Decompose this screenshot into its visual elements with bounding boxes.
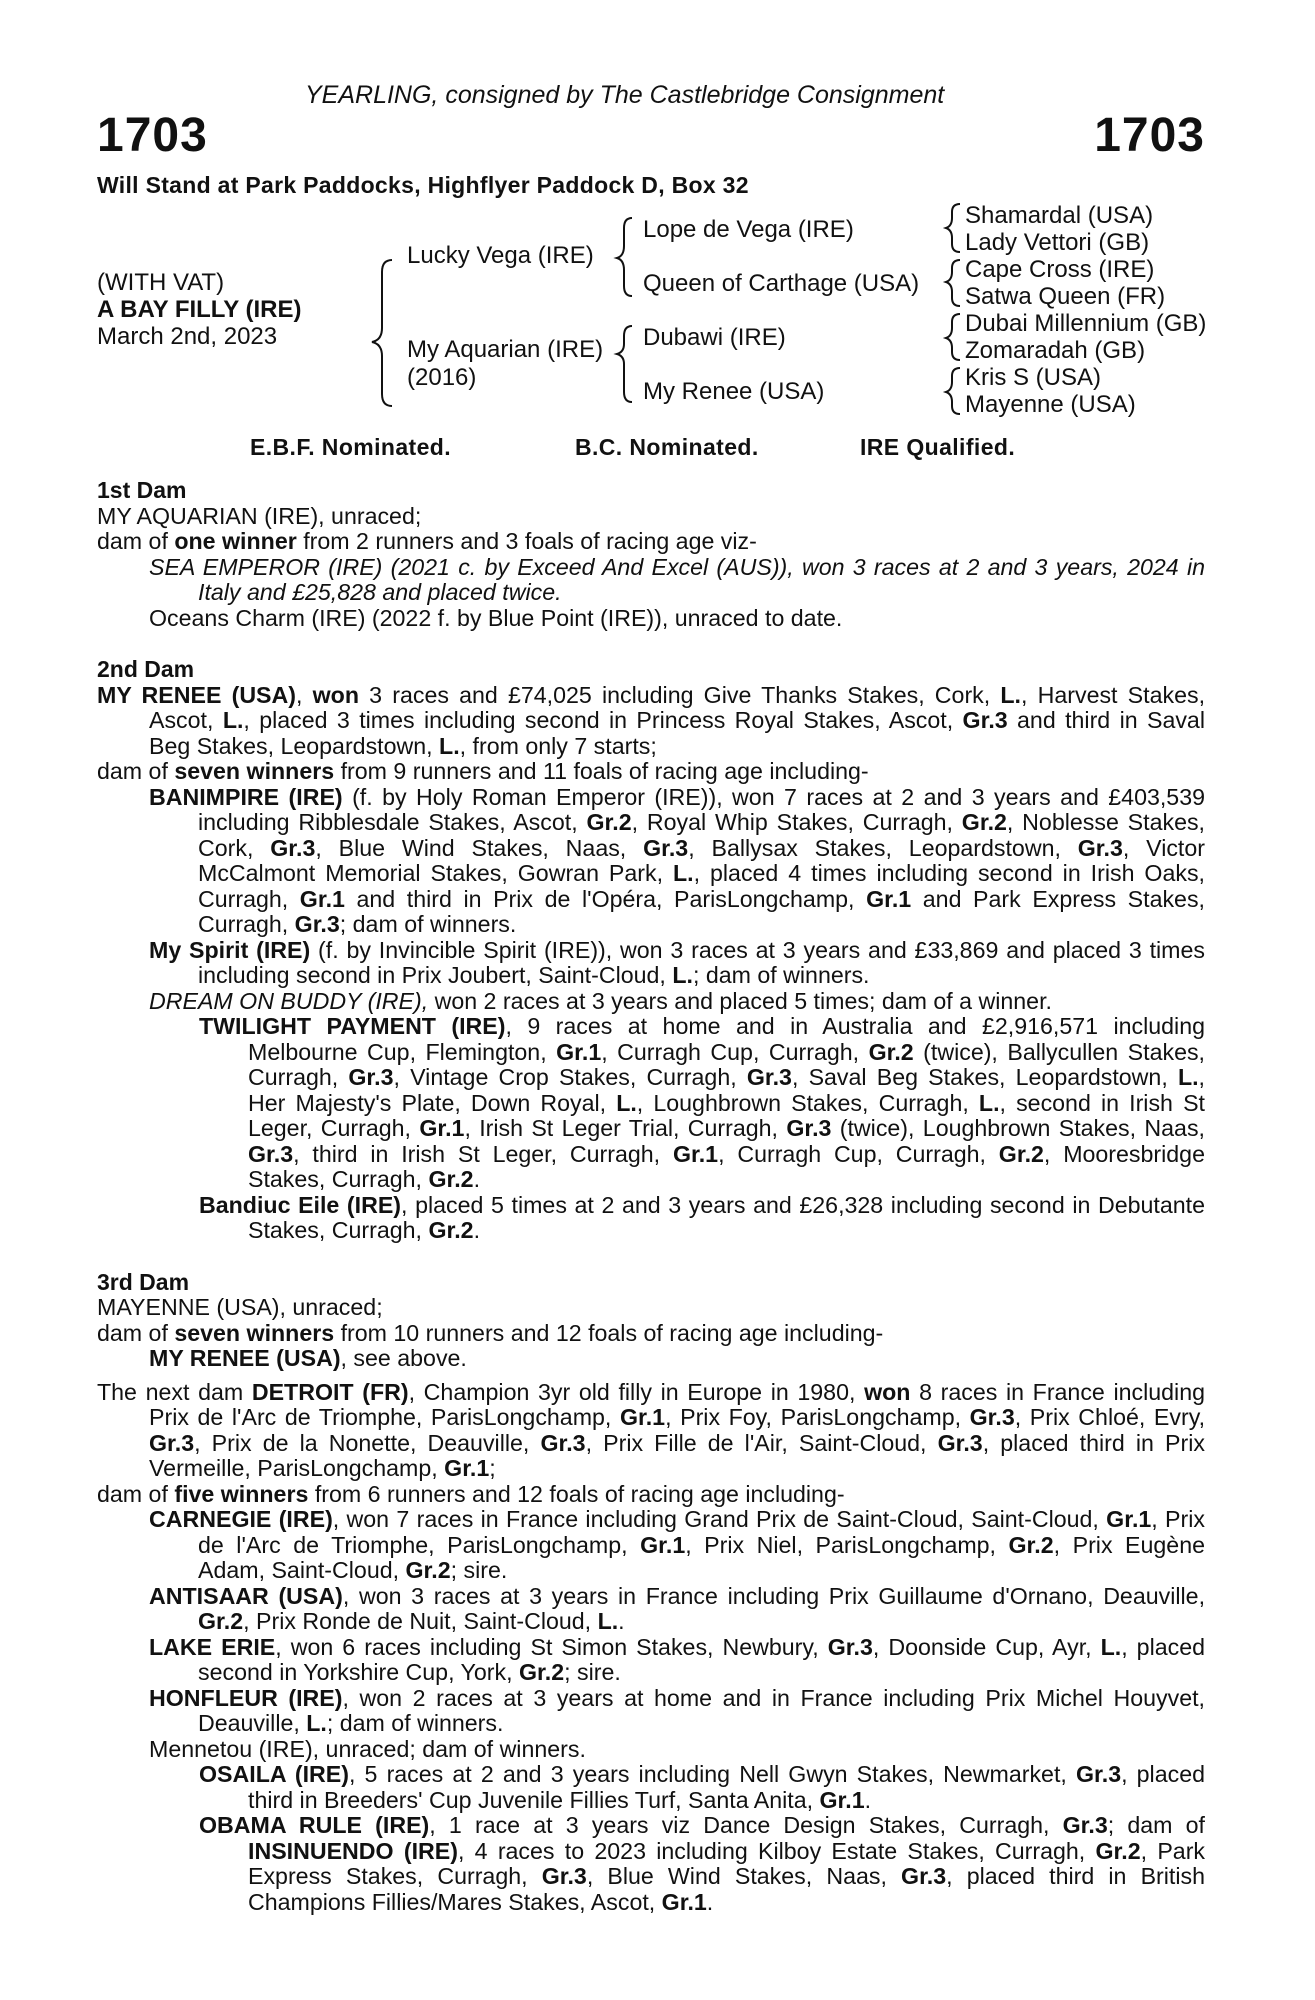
lot-number-right: 1703: [1094, 109, 1205, 162]
produce-bandiuc-eile: Bandiuc Eile (IRE), placed 5 times at 2 and 3 years and £26,328 including second in Debutante Stakes, Curragh, Gr.2.: [199, 1191, 1205, 1243]
next-dam-record: The next dam DETROIT (FR), Champion 3yr old filly in Europe in 1980, won 8 races in France including Prix de l'Arc de Triomphe, ParisLongchamp, Gr.1, Prix Foy, ParisLongchamp, Gr.3, Prix Chloé, Evry, Gr.3, Prix de la Nonette, Deauville, Gr.3, Prix Fille de l'Air, Saint-Cloud, Gr.3, placed third in Prix Vermeille, ParisLongchamp, Gr.1;: [97, 1378, 1206, 1481]
ggp-4: Satwa Queen (FR): [965, 283, 1166, 310]
second-dam-record: MY RENEE (USA), won 3 races and £74,025 including Give Thanks Stakes, Cork, L., Harvest Stakes, Ascot, L., placed 3 times including second in Princess Royal Stakes, Ascot, Gr.3 and third in Saval Beg Stakes, Leopardstown, L., from only 7 starts;: [97, 681, 1206, 759]
second-dam-heading: 2nd Dam: [97, 656, 195, 682]
bc-nomination: B.C. Nominated.: [575, 434, 759, 460]
consignment-line: YEARLING, consigned by The Castlebridge Consignment: [305, 81, 945, 109]
produce-carnegie: CARNEGIE (IRE), won 7 races in France including Grand Prix de Saint-Cloud, Saint-Cloud, Gr.1, Prix de l'Arc de Triomphe, ParisLongchamp, Gr.1, Prix Niel, ParisLongchamp, Gr.2, Prix Eugène Adam, Saint-Cloud, Gr.2; sire.: [149, 1506, 1205, 1583]
first-dam-line: MY AQUARIAN (IRE), unraced;: [97, 502, 422, 529]
produce-obama-rule: OBAMA RULE (IRE), 1 race at 3 years viz Dance Design Stakes, Curragh, Gr.3; dam of INSINUENDO (IRE), 4 races to 2023 including Kilboy Estate Stakes, Curragh, Gr.2, Park Express Stakes, Curragh, Gr.3, Blue Wind Stakes, Naas, Gr.3, placed third in British Champions Fillies/Mares Stakes, Ascot, Gr.1.: [199, 1812, 1206, 1915]
dam-year: (2016): [407, 364, 477, 391]
vat-note: (WITH VAT): [97, 269, 225, 296]
first-dam-produce-summary: dam of one winner from 2 runners and 3 foals of racing age viz-: [97, 528, 757, 554]
horse-name: A BAY FILLY (IRE): [97, 296, 302, 323]
produce-banimpire: BANIMPIRE (IRE) (f. by Holy Roman Emperor (IRE)), won 7 races at 2 and 3 years and £403,539 including Ribblesdale Stakes, Ascot, Gr.2, Royal Whip Stakes, Curragh, Gr.2, Noblesse Stakes, Cork, Gr.3, Blue Wind Stakes, Naas, Gr.3, Ballysax Stakes, Leopardstown, Gr.3, Victor McCalmont Memorial Stakes, Gowran Park, L., placed 4 times including second in Irish Oaks, Curragh, Gr.1 and third in Prix de l'Opéra, ParisLongchamp, Gr.1 and Park Express Stakes, Curragh, Gr.3; dam of winners.: [149, 783, 1206, 937]
ire-qualified: IRE Qualified.: [860, 434, 1016, 460]
next-dam-produce-summary: dam of five winners from 6 runners and 12 foals of racing age including-: [97, 1480, 845, 1507]
ggp-7: Kris S (USA): [965, 364, 1102, 391]
dam-name: My Aquarian (IRE): [407, 336, 604, 363]
ggp-6: Zomaradah (GB): [965, 337, 1146, 364]
produce-my-spirit: My Spirit (IRE) (f. by Invincible Spirit (IRE)), won 3 races at 3 years and £33,869 and placed 3 times including second in Prix Joubert, Saint-Cloud, L.; dam of winners.: [149, 936, 1205, 988]
ggp-8: Mayenne (USA): [965, 391, 1136, 418]
produce-oceans-charm: Oceans Charm (IRE) (2022 f. by Blue Point (IRE)), unraced to date.: [149, 604, 843, 631]
third-dam-line: MAYENNE (USA), unraced;: [97, 1294, 383, 1320]
sire-sire: Lope de Vega (IRE): [643, 216, 854, 243]
second-dam-produce-summary: dam of seven winners from 9 runners and 11 foals of racing age including-: [97, 758, 869, 784]
third-dam-heading: 3rd Dam: [97, 1268, 190, 1295]
dam-dam: My Renee (USA): [643, 378, 825, 405]
ggp-3: Cape Cross (IRE): [965, 256, 1155, 283]
third-dam-produce-summary: dam of seven winners from 10 runners and 12 foals of racing age including-: [97, 1319, 884, 1346]
ggp-5: Dubai Millennium (GB): [965, 310, 1207, 337]
produce-antisaar: ANTISAAR (USA), won 3 races at 3 years in France including Prix Guillaume d'Ornano, Deauville, Gr.2, Prix Ronde de Nuit, Saint-Cloud, L..: [149, 1582, 1206, 1634]
produce-osaila: OSAILA (IRE), 5 races at 2 and 3 years including Nell Gwyn Stakes, Newmarket, Gr.3, placed third in Breeders' Cup Juvenile Fillies Turf, Santa Anita, Gr.1.: [199, 1761, 1205, 1813]
ggp-2: Lady Vettori (GB): [965, 229, 1150, 256]
sire-dam: Queen of Carthage (USA): [643, 270, 920, 297]
sire-name: Lucky Vega (IRE): [407, 242, 594, 269]
first-dam-heading: 1st Dam: [97, 477, 187, 503]
produce-mennetou: Mennetou (IRE), unraced; dam of winners.: [149, 1735, 586, 1762]
lot-number-left: 1703: [97, 109, 208, 162]
produce-twilight-payment: TWILIGHT PAYMENT (IRE), 9 races at home and in Australia and £2,916,571 including Melbourne Cup, Flemington, Gr.1, Curragh Cup, Curragh, Gr.2 (twice), Ballycullen Stakes, Curragh, Gr.3, Vintage Crop Stakes, Curragh, Gr.3, Saval Beg Stakes, Leopardstown, L., Her Majesty's Plate, Down Royal, L., Loughbrown Stakes, Curragh, L., second in Irish St Leger, Curragh, Gr.1, Irish St Leger Trial, Curragh, Gr.3 (twice), Loughbrown Stakes, Naas, Gr.3, third in Irish St Leger, Curragh, Gr.1, Curragh Cup, Curragh, Gr.2, Mooresbridge Stakes, Curragh, Gr.2.: [199, 1013, 1205, 1192]
ggp-1: Shamardal (USA): [965, 202, 1154, 229]
produce-sea-emperor: SEA EMPEROR (IRE) (2021 c. by Exceed And Excel (AUS)), won 3 races at 2 and 3 years, 2024 in Italy and £25,828 and placed twice.: [149, 553, 1205, 605]
ebf-nomination: E.B.F. Nominated.: [250, 434, 452, 460]
produce-lake-erie: LAKE ERIE, won 6 races including St Simon Stakes, Newbury, Gr.3, Doonside Cup, Ayr, L., placed second in Yorkshire Cup, York, Gr.2; sire.: [149, 1633, 1206, 1685]
dam-sire: Dubawi (IRE): [643, 324, 786, 351]
produce-honfleur: HONFLEUR (IRE), won 2 races at 3 years at home and in France including Prix Michel Houyvet, Deauville, L.; dam of winners.: [149, 1684, 1205, 1736]
stand-location: Will Stand at Park Paddocks, Highflyer Paddock D, Box 32: [97, 172, 749, 198]
catalogue-body: [97, 478, 1205, 1915]
produce-dream-on-buddy: DREAM ON BUDDY (IRE), won 2 races at 3 years and placed 5 times; dam of a winner.: [149, 987, 1052, 1014]
foaling-date: March 2nd, 2023: [97, 323, 278, 350]
produce-my-renee: MY RENEE (USA), see above.: [149, 1345, 467, 1371]
